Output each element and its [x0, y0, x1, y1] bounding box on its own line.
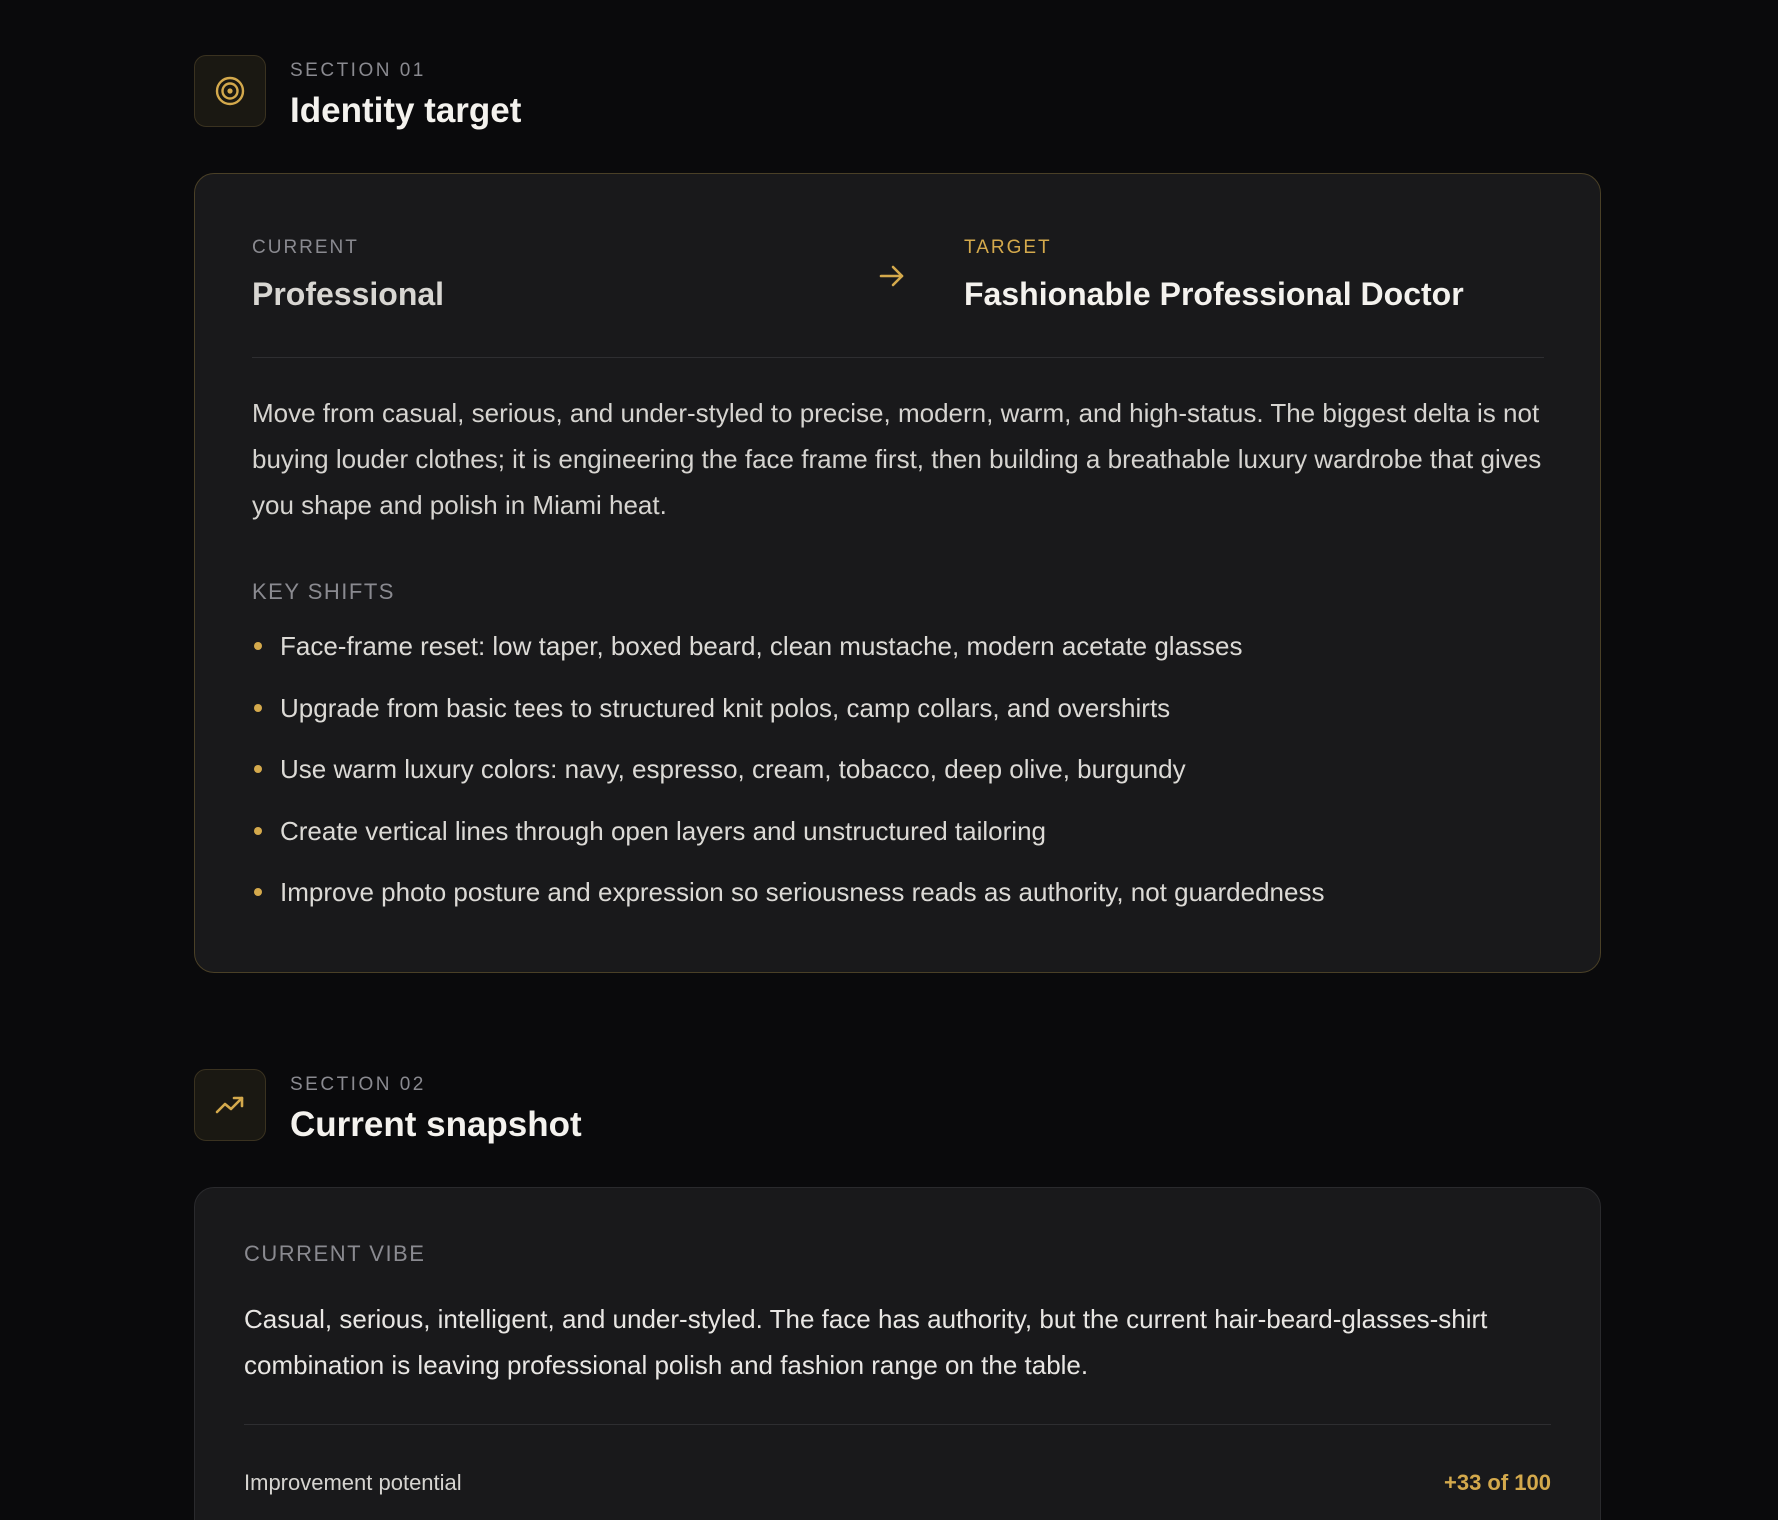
current-vibe-label: CURRENT VIBE — [244, 1241, 426, 1266]
key-shifts-label: KEY SHIFTS — [252, 579, 395, 604]
section-title: Current snapshot — [290, 1105, 582, 1144]
arrow-right-icon — [878, 262, 906, 290]
trending-up-icon — [194, 1069, 266, 1141]
shift-text: Face-frame reset: low taper, boxed beard, clean mustache, modern acetate glasses — [280, 631, 1243, 661]
target-label: TARGET — [964, 237, 1052, 258]
bullet-icon — [254, 888, 262, 896]
list-item — [252, 626, 1552, 688]
list-item — [252, 872, 1552, 934]
improvement-potential-label: Improvement potential — [244, 1470, 462, 1495]
shift-text: Use warm luxury colors: navy, espresso, cream, tobacco, deep olive, burgundy — [280, 754, 1186, 785]
shift-text: Upgrade from basic tees to structured knit polos, camp collars, and overshirts — [280, 692, 1171, 723]
current-label: CURRENT — [252, 237, 359, 258]
identity-target-card — [194, 173, 1601, 973]
bullet-icon — [254, 765, 262, 773]
list-item — [252, 811, 1552, 873]
list-item — [252, 688, 1552, 750]
section-02-header — [194, 1069, 582, 1149]
section-title: Identity target — [290, 91, 522, 130]
section-eyebrow: SECTION 02 — [290, 1074, 426, 1095]
divider — [244, 1424, 1551, 1425]
divider — [252, 357, 1544, 358]
current-value: Professional — [252, 276, 445, 312]
identity-description: Move from casual, serious, and under-styled to precise, modern, warm, and high-status. The biggest delta is not buying louder clothes; it is engineering the face frame first, then building a breathable luxury wardrobe that gives you shape and polish in Miami heat. — [252, 398, 1542, 520]
section-01-header — [194, 55, 521, 135]
current-snapshot-card — [194, 1187, 1601, 1520]
improvement-potential-value: +33 of 100 — [1443, 1470, 1551, 1495]
bullet-icon — [254, 642, 262, 650]
section-eyebrow: SECTION 01 — [290, 60, 426, 81]
list-item — [252, 749, 1552, 811]
current-vibe-text: Casual, serious, intelligent, and under-styled. The face has authority, but the current hair-beard-glasses-shirt combination is leaving professional polish and fashion range on the table. — [244, 1304, 1488, 1380]
target-block — [964, 236, 1464, 316]
bullet-icon — [254, 704, 262, 712]
target-value: Fashionable Professional Doctor — [964, 276, 1464, 312]
key-shifts-list — [252, 626, 1552, 934]
target-icon — [194, 55, 266, 127]
shift-text: Improve photo posture and expression so seriousness reads as authority, not guardedness — [280, 877, 1325, 908]
current-target-row — [252, 236, 1544, 316]
shift-text: Create vertical lines through open layers and unstructured tailoring — [280, 815, 1046, 846]
current-block — [252, 236, 444, 316]
bullet-icon — [254, 827, 262, 835]
